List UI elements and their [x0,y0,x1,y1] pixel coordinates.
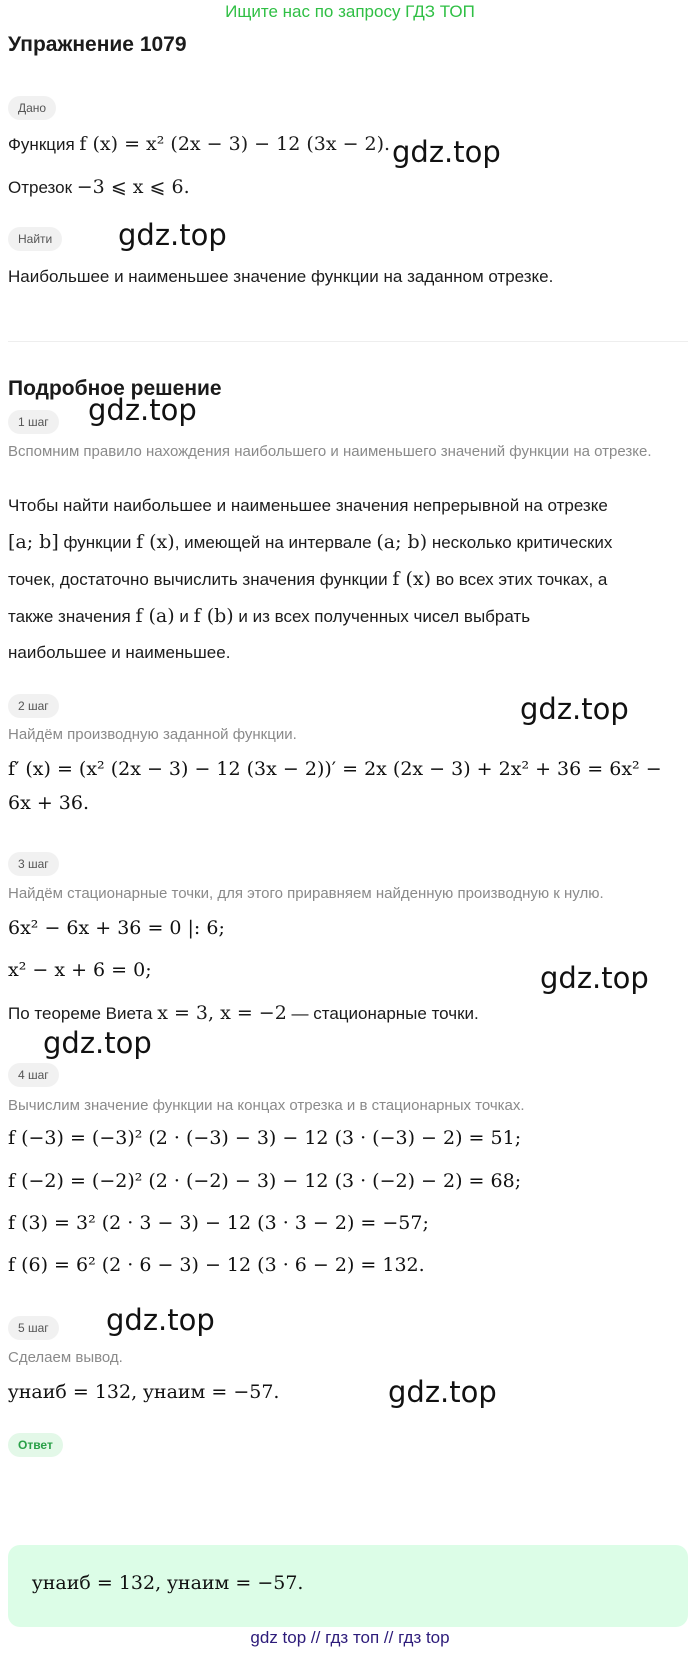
step-1-line-4 [8,598,678,635]
text-run: и [174,607,194,626]
text-run: По теореме Виета [8,1004,158,1023]
step-1-line-3 [8,561,678,598]
answer-badge: Ответ [8,1433,63,1457]
interval-closed: [a; b] [8,531,59,553]
step-2-badge: 2 шаг [8,694,59,718]
step-2-hint: Найдём производную заданной функции. [8,726,297,743]
page-title: Упражнение 1079 [8,33,187,56]
answer-math: yнаиб = 132, yнаим = −57. [32,1572,304,1594]
step-4-badge: 4 шаг [8,1063,59,1087]
given-function-line [8,133,390,155]
step-3-math-2: x² − x + 6 = 0; [8,959,152,981]
given-function-label: Функция [8,135,80,154]
text-run: — стационарные точки. [286,1004,479,1023]
find-text: Наибольшее и наименьшее значение функции на заданном отрезке. [8,267,554,286]
step-3-hint: Найдём стационарные точки, для этого приравняем найденную производную к нулю. [8,885,604,902]
given-segment-label: Отрезок [8,178,77,197]
watermark: gdz.top [388,1375,497,1409]
math-run: f (b) [193,605,234,627]
solution-title: Подробное решение [8,377,222,400]
text-run: функции [58,533,137,552]
step-1-line-1: Чтобы найти наибольшее и наименьшее значения непрерывной на отрезке [8,496,608,515]
step-3-math-1: 6x² − 6x + 36 = 0 |: 6; [8,917,225,939]
step-2-math-1: f′ (x) = (x² (2x − 3) − 12 (3x − 2))′ = 2x (2x − 3) + 2x² + 36 = 6x² − [8,758,662,780]
watermark: gdz.top [540,961,649,995]
math-run: f (a) [135,605,175,627]
step-3-badge: 3 шаг [8,852,59,876]
given-segment-math: −3 ⩽ x ⩽ 6. [76,176,190,198]
given-function-math: f (x) = x² (2x − 3) − 12 (3x − 2). [79,133,391,155]
math-run: f (x) [136,531,175,553]
step-4-math-1: f (−3) = (−3)² (2 · (−3) − 3) − 12 (3 · (−3) − 2) = 51; [8,1127,522,1149]
step-4-math-3: f (3) = 3² (2 · 3 − 3) − 12 (3 · 3 − 2) = −57; [8,1212,429,1234]
step-1-hint: Вспомним правило нахождения наибольшего и наименьшего значений функции на отрезке. [8,443,652,460]
given-segment-line [8,176,190,198]
given-badge: Дано [8,96,56,120]
text-run: несколько критических [427,533,613,552]
step-4-math-2: f (−2) = (−2)² (2 · (−2) − 3) − 12 (3 · (−2) − 2) = 68; [8,1170,522,1192]
math-run: x = 3, x = −2 [157,1002,287,1024]
footer-links: gdz top // гдз топ // гдз top [250,1628,450,1647]
step-1-line-5: наибольшее и наименьшее. [8,643,231,662]
step-1-badge: 1 шаг [8,410,59,434]
section-divider [8,341,688,342]
find-badge: Найти [8,227,62,251]
watermark: gdz.top [118,218,227,252]
watermark: gdz.top [520,692,629,726]
math-run: f (x) [392,568,431,590]
step-5-math-1: yнаиб = 132, yнаим = −57. [8,1381,280,1403]
step-3-conclusion [8,1002,479,1024]
step-5-badge: 5 шаг [8,1316,59,1340]
text-run: и из всех полученных чисел выбрать [233,607,531,626]
text-run: , имеющей на интервале [174,533,377,552]
text-run: во всех этих точках, а [431,570,608,589]
top-banner: Ищите нас по запросу ГДЗ ТОП [225,2,475,21]
step-4-math-4: f (6) = 6² (2 · 6 − 3) − 12 (3 · 6 − 2) = 132. [8,1254,425,1276]
step-4-hint: Вычислим значение функции на концах отрезка и в стационарных точках. [8,1097,525,1114]
watermark: gdz.top [88,393,197,427]
step-1-paragraph [8,488,678,671]
step-2-math-2: 6x + 36. [8,792,90,814]
interval-open: (a; b) [376,531,428,553]
watermark: gdz.top [43,1026,152,1060]
text-run: также значения [8,607,136,626]
watermark: gdz.top [106,1303,215,1337]
step-1-line-2 [8,524,678,561]
text-run: точек, достаточно вычислить значения функции [8,570,393,589]
answer-box [8,1545,688,1627]
step-5-hint: Сделаем вывод. [8,1349,123,1366]
watermark: gdz.top [392,135,501,169]
